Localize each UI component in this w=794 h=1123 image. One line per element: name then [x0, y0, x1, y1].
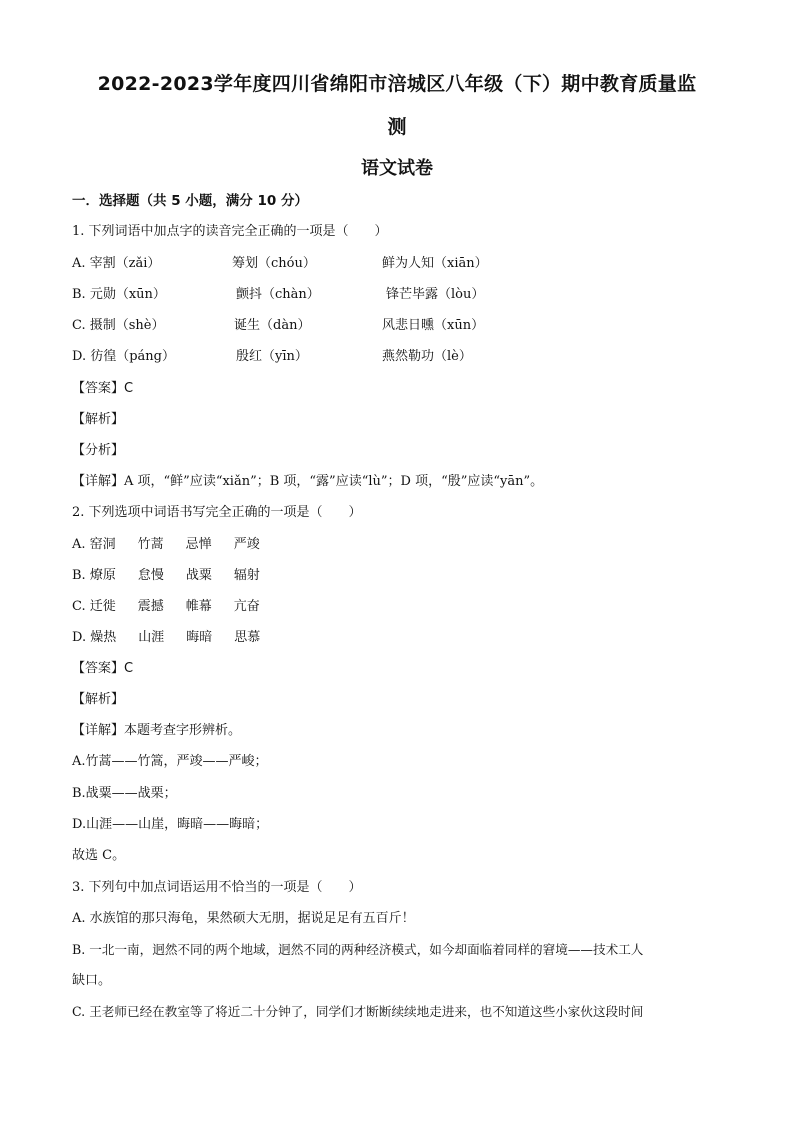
- q2-option-a-word2: 竹蒿: [137, 537, 164, 552]
- q2-option-b-word3: 战粟: [185, 568, 212, 583]
- q2-option-c: [72, 598, 282, 616]
- q2-option-a-word3: 忌惮: [185, 537, 212, 552]
- q2-option-d: [72, 629, 282, 647]
- q2-option-b: [72, 567, 282, 585]
- q2-stem: 2. 下列选项中词语书写完全正确的一项是（ ）: [72, 505, 362, 520]
- q2-correction-b: B.战粟——战栗；: [72, 786, 177, 801]
- q1-fenxi-label: 【分析】: [72, 443, 125, 458]
- document-title-line2: 测: [387, 116, 407, 138]
- q1-option-d-3: 燕然勒功（lè）: [382, 349, 472, 364]
- q2-option-c-word3: 帷幕: [185, 599, 212, 614]
- q1-option-c-3: 风悲日曛（xūn）: [382, 318, 485, 333]
- q3-stem: 3. 下列句中加点词语运用不恰当的一项是（ ）: [72, 880, 362, 895]
- q1-option-b-3: 锋芒毕露（lòu）: [386, 287, 485, 302]
- q2-answer: 【答案】C: [72, 661, 134, 676]
- q2-option-c-word2: 震撼: [137, 599, 164, 614]
- q2-option-d-word2: 山涯: [138, 630, 165, 645]
- section-heading: 一．选择题（共 5 小题，满分 10 分）: [72, 193, 308, 209]
- q3-option-c-line1: C. 王老师已经在教室等了将近二十分钟了，同学们才断断续续地走进来，也不知道这些小家伙这段时间: [72, 1004, 644, 1019]
- q1-option-c-2: 诞生（dàn）: [234, 318, 311, 333]
- q2-option-a-word4: 严竣: [233, 537, 260, 552]
- q1-option-c-1: C. 摄制（shè）: [72, 318, 165, 333]
- q2-option-a-word1: A. 窑洞: [72, 537, 116, 552]
- q3-option-b-line1: B. 一北一南，迥然不同的两个地域，迥然不同的两种经济模式，如今却面临着同样的窘境——技术工人: [72, 942, 644, 957]
- q1-option-a-1: A. 宰割（zǎi）: [72, 256, 161, 271]
- q1-detail: 【详解】A 项，“鲜”应读“xiǎn”；B 项，“露”应读“lù”；D 项，“殷”应读“yān”。: [72, 474, 544, 489]
- q2-correction-d: D.山涯——山崖，晦暗——晦暗；: [72, 817, 269, 832]
- q2-option-d-word4: 思慕: [234, 630, 261, 645]
- document-subtitle: 语文试卷: [361, 158, 433, 179]
- q1-option-a-3: 鲜为人知（xiān）: [382, 256, 488, 271]
- q1-option-b-1: B. 元勋（xūn）: [72, 287, 166, 302]
- q1-option-a-2: 筹划（chóu）: [232, 256, 316, 271]
- q2-option-b-word4: 辐射: [233, 568, 260, 583]
- q2-conclusion: 故选 C。: [72, 848, 126, 863]
- q2-option-b-word2: 怠慢: [137, 568, 164, 583]
- q1-option-b-2: 颤抖（chàn）: [236, 287, 320, 302]
- q2-analysis-label: 【解析】: [72, 692, 125, 707]
- q1-option-d-2: 殷红（yīn）: [236, 349, 308, 364]
- q1-stem: 1. 下列词语中加点字的读音完全正确的一项是（ ）: [72, 224, 388, 239]
- q2-option-c-word1: C. 迁徙: [72, 599, 116, 614]
- document-title-line1: 2022-2023学年度四川省绵阳市涪城区八年级（下）期中教育质量监: [97, 73, 697, 95]
- q3-option-a: A. 水族馆的那只海龟，果然硕大无朋，据说足足有五百斤！: [72, 911, 415, 926]
- q2-option-d-word3: 晦暗: [186, 630, 213, 645]
- q3-option-b-line2: 缺口。: [72, 973, 112, 988]
- q2-detail: 【详解】本题考查字形辨析。: [72, 723, 242, 738]
- q2-correction-a: A.竹蒿——竹篙，严竣——严峻；: [72, 754, 268, 769]
- q1-option-d-1: D. 彷徨（páng）: [72, 349, 175, 364]
- q2-option-c-word4: 亢奋: [233, 599, 260, 614]
- q1-analysis-label: 【解析】: [72, 412, 125, 427]
- q2-option-b-word1: B. 燎原: [72, 568, 116, 583]
- q2-option-d-word1: D. 燥热: [72, 630, 117, 645]
- q2-option-a: [72, 536, 282, 554]
- q1-answer: 【答案】C: [72, 381, 134, 396]
